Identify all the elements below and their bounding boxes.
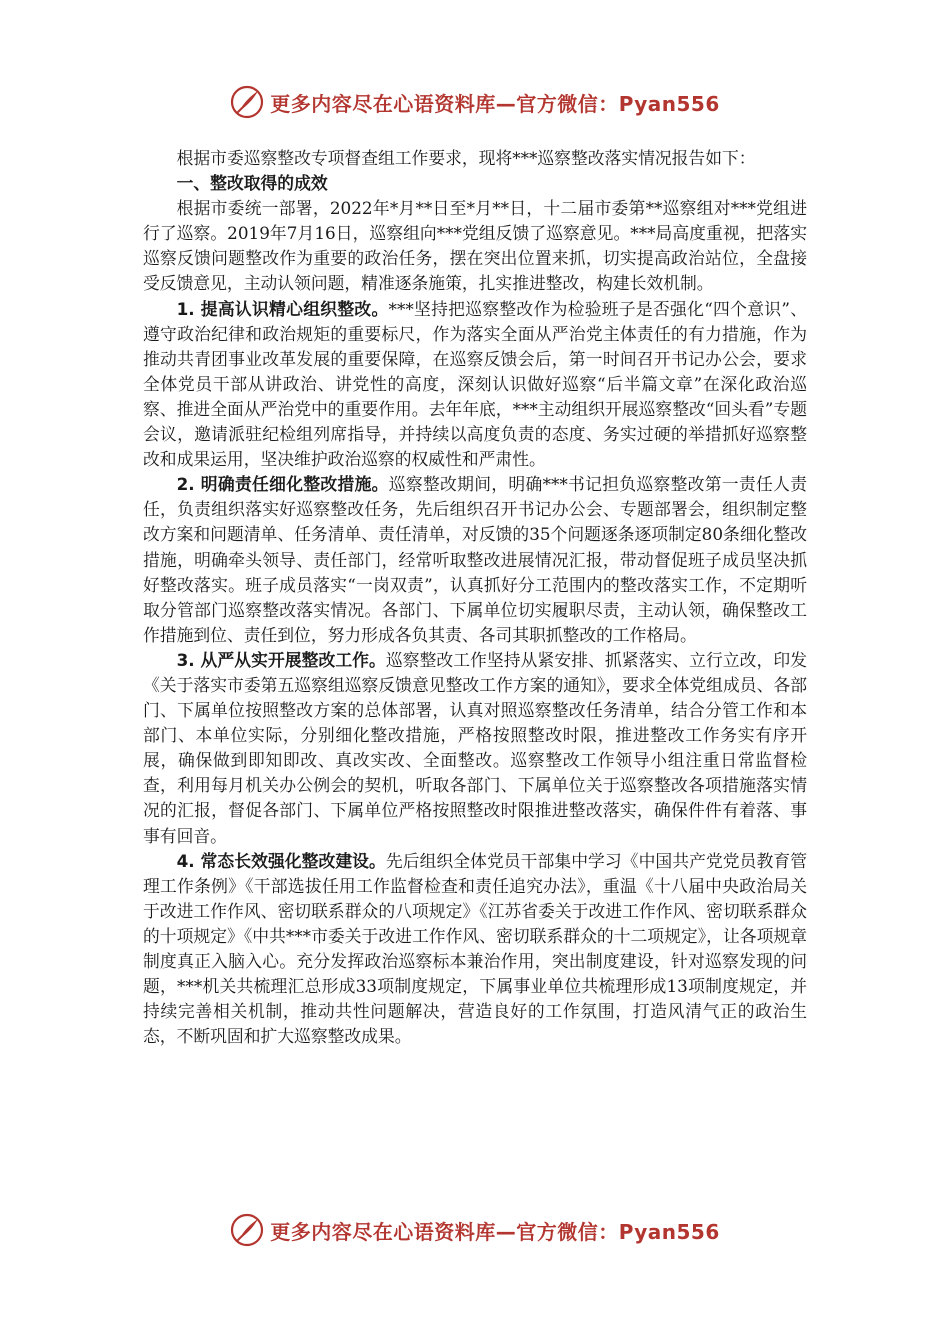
item-text: 巡察整改工作坚持从紧安排、抓紧落实、立行立改，印发《关于落实市委第五巡察组巡察反馈意见整改工作方案的通知》，要求全体党组成员、各部门、下属单位按照整改方案的总体部署，认真对照巡察整改任务清单，结合分管工作和本部门、本单位实际，分别细化整改措施，严格按照整改时限，推进整改工作务实有序开展，确保做到即知即改、真改实改、全面整改。巡察整改工作领导小组注重日常监督检查，利用每月机关办公例会的契机，听取各部门、下属单位关于巡察整改各项措施落实情况的汇报，督促各部门、下属单位严格按照整改时限推进整改落实，确保件件有着落、事事有回音。: [143, 649, 807, 846]
intro-paragraph: 根据市委巡察整改专项督查组工作要求，现将***巡察整改落实情况报告如下：: [176, 148, 756, 168]
quill-logo-icon: [230, 1213, 264, 1247]
quill-logo-icon: [230, 85, 264, 119]
item-text: ***坚持把巡察整改作为检验班子是否强化“四个意识”、遵守政治纪律和政治规矩的重要标尺，作为落实全面从严治党主体责任的有力措施，作为推动共青团事业改革发展的重要保障，在巡察反馈会后，第一时间召开书记办公会，要求全体党员干部从讲政治、讲党性的高度，深刻认识做好巡察“后半篇文章”在深化政治巡察、推进全面从严治党中的重要作用。去年年底，***主动组织开展巡察整改“回头看”专题会议，邀请派驻纪检组列席指导，并持续以高度负责的态度、务实过硬的举措抓好巡察整改和成果运用，坚决维护政治巡察的权威性和严肃性。: [143, 298, 807, 470]
item-text: 先后组织全体党员干部集中学习《中国共产党党员教育管理工作条例》《干部选拔任用工作监督检查和责任追究办法》，重温《十八届中央政治局关于改进工作作风、密切联系群众的八项规定》《江苏省委关于改进工作作风、密切联系群众的十项规定》《中共***市委关于改进工作作风、密切联系群众的十二项规定》，让各项规章制度真正入脑入心。充分发挥政治巡察标本兼治作用，突出制度建设，针对巡察发现的问题，***机关共梳理汇总形成33项制度规定，下属事业单位共梳理形成13项制度规定，并持续完善相关机制，推动共性问题解决，营造良好的工作氛围，打造风清气正的政治生态，不断巩固和扩大巡察整改成果。: [143, 850, 807, 1047]
footer-watermark: [0, 1208, 950, 1252]
item-lead: 1. 提高认识精心组织整改。: [176, 298, 389, 319]
watermark-text: 更多内容尽在心语资料库—官方微信：Pyan556: [270, 91, 720, 116]
section-heading: 一、整改取得的成效: [176, 173, 328, 194]
document-body: [143, 146, 807, 1049]
item-lead: 3. 从严从实开展整改工作。: [176, 649, 386, 670]
header-watermark: [0, 80, 950, 124]
watermark-text: 更多内容尽在心语资料库—官方微信：Pyan556: [270, 1219, 720, 1244]
item-lead: 2. 明确责任细化整改措施。: [176, 474, 389, 495]
item-lead: 4. 常态长效强化整改建设。: [176, 850, 386, 871]
item-paragraph: [143, 472, 807, 648]
item-paragraph: [143, 297, 807, 473]
section-paragraph: 根据市委统一部署，2022年*月**日至*月**日，十二届市委第**巡察组对***党组进行了巡察。2019年7月16日，巡察组向***党组反馈了巡察意见。***局高度重视，把落实巡察反馈问题整改作为重要的政治任务，摆在突出位置来抓，切实提高政治站位，全盘接受反馈意见，主动认领问题，精准逐条施策，扎实推进整改，构建长效机制。: [143, 198, 807, 294]
item-text: 巡察整改期间，明确***书记担负巡察整改第一责任人责任，负责组织落实好巡察整改任务，先后组织召开书记办公会、专题部署会，组织制定整改方案和问题清单、任务清单、责任清单，对反馈的35个问题逐条逐项制定80条细化整改措施，明确牵头领导、责任部门，经常听取整改进展情况汇报，带动督促班子成员坚决抓好整改落实。班子成员落实“一岗双责”，认真抓好分工范围内的整改落实工作，不定期听取分管部门巡察整改落实情况。各部门、下属单位切实履职尽责，主动认领，确保整改工作措施到位、责任到位，努力形成各负其责、各司其职抓整改的工作格局。: [143, 474, 807, 645]
item-paragraph: [143, 648, 807, 849]
item-paragraph: [143, 849, 807, 1050]
